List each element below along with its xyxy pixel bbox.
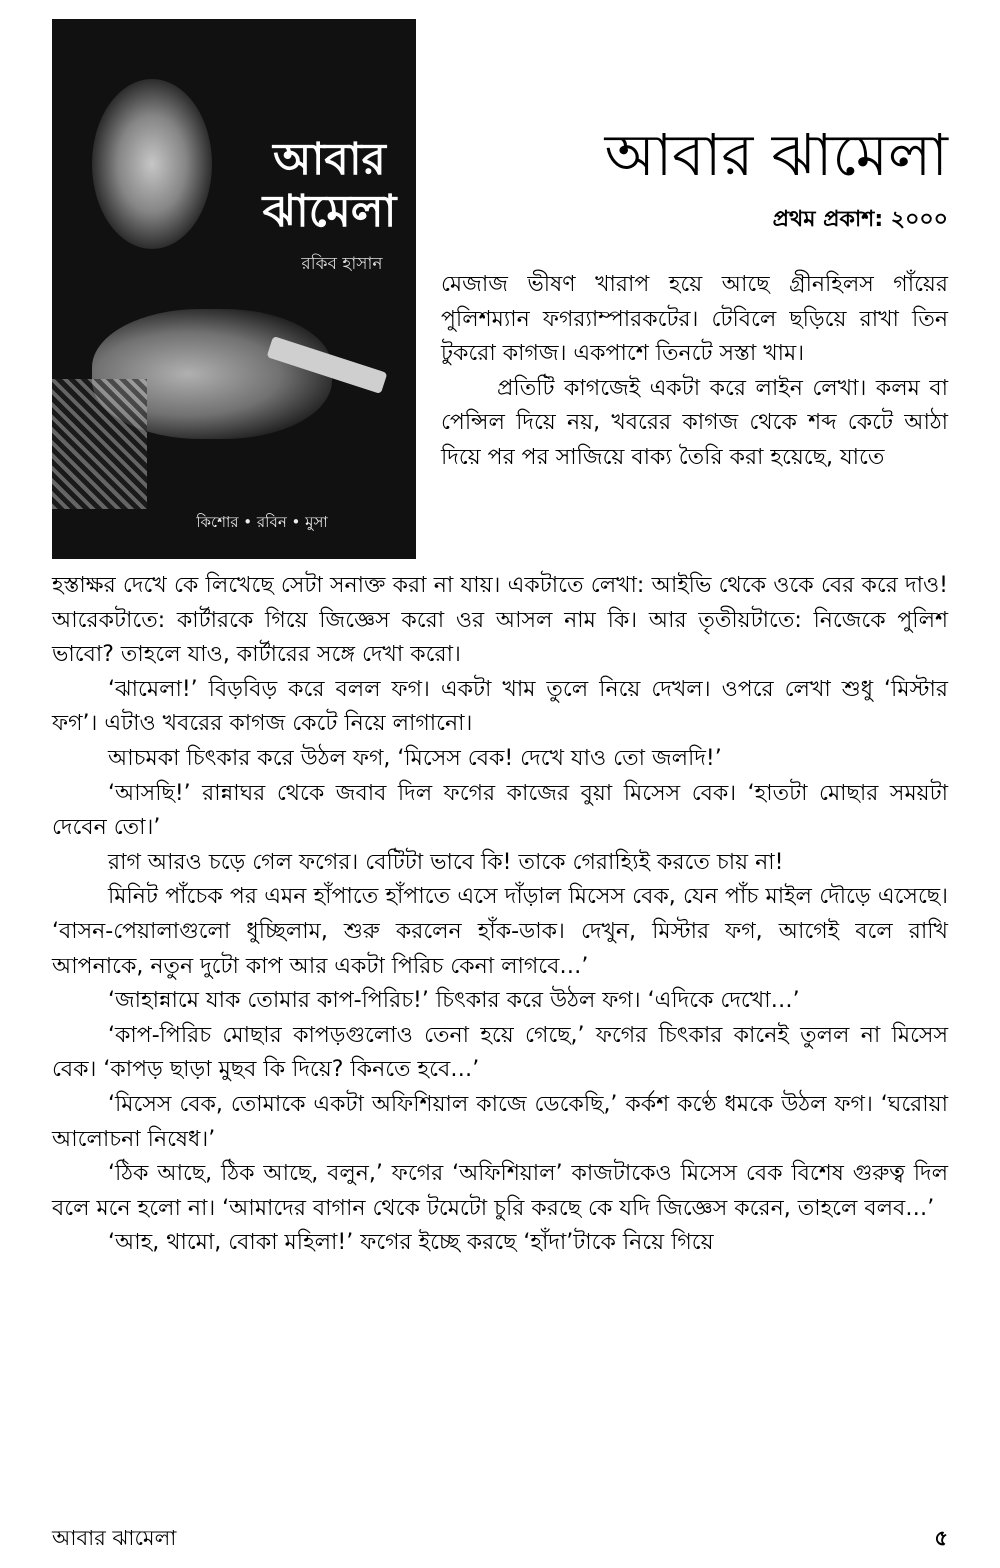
main-text bbox=[52, 569, 948, 1261]
page-number: ৫ bbox=[934, 1526, 948, 1550]
cover-author: রকিব হাসান bbox=[301, 254, 383, 274]
cover-title: আবার ঝামেলা bbox=[262, 134, 397, 237]
paragraph: রাগ আরও চড়ে গেল ফগের। বেটিটা ভাবে কি! তাকে গেরাহ্যিই করতে চায় না! bbox=[108, 849, 784, 875]
paragraph: মিনিট পাঁচেক পর এমন হাঁপাতে হাঁপাতে এসে দাঁড়াল মিসেস বেক, যেন পাঁচ মাইল দৌড়ে এসেছে। ‘বাসন-পেয়ালাগুলো ধুচ্ছিলাম, শুরু করলেন হাঁক-ডাক। দেখুন, মিস্টার ফগ, আগেই বলে রাখি আপনাকে, নতুন দুটো কাপ আর একটা পিরিচ কেনা লাগবে…’ bbox=[52, 884, 948, 979]
cover-figure-face bbox=[92, 79, 212, 249]
paragraph: ‘আসছি!’ রান্নাঘর থেকে জবাব দিল ফগের কাজের বুয়া মিসেস বেক। ‘হাতটা মোছার সময়টা দেবেন তো।’ bbox=[52, 780, 948, 841]
paragraph: ‘ঝামেলা!’ বিড়বিড় করে বলল ফগ। একটা খাম তুলে নিয়ে দেখল। ওপরে লেখা শুধু ‘মিস্টার ফগ’। এটাও খবরের কাগজ কেটে নিয়ে লাগানো। bbox=[52, 676, 948, 737]
page-title: আবার ঝামেলা bbox=[604, 121, 948, 189]
book-cover-image bbox=[52, 19, 416, 559]
footer-book-title: আবার ঝামেলা bbox=[52, 1526, 177, 1550]
paragraph: মেজাজ ভীষণ খারাপ হয়ে আছে গ্রীনহিলস গাঁয়ের পুলিশম্যান ফগর‍্যাম্পারকটের। টেবিলে ছড়িয়ে রাখা তিন টুকরো কাগজ। একপাশে তিনটে সস্তা খাম। bbox=[441, 272, 948, 367]
paragraph: আচমকা চিৎকার করে উঠল ফগ, ‘মিসেস বেক! দেখে যাও তো জলদি!’ bbox=[108, 745, 722, 771]
publication-line: প্রথম প্রকাশ: ২০০০ bbox=[772, 207, 948, 232]
paragraph: হস্তাক্ষর দেখে কে লিখেছে সেটা সনাক্ত করা না যায়। একটাতে লেখা: আইভি থেকে ওকে বের করে দাও! আরেকটাতে: কার্টারকে গিয়ে জিজ্ঞেস করো ওর আসল নাম কি। আর তৃতীয়টাতে: নিজেকে পুলিশ ভাবো? তাহলে যাও, কার্টারের সঙ্গে দেখা করো। bbox=[52, 573, 948, 668]
cover-series-names: কিশোর • রবিন • মুসা bbox=[196, 513, 328, 531]
paragraph: ‘জাহান্নামে যাক তোমার কাপ-পিরিচ!’ চিৎকার করে উঠল ফগ। ‘এদিকে দেখো…’ bbox=[108, 988, 800, 1014]
paragraph: প্রতিটি কাগজেই একটা করে লাইন লেখা। কলম বা পেন্সিল দিয়ে নয়, খবরের কাগজ থেকে শব্দ কেটে আঠা দিয়ে পর পর সাজিয়ে বাক্য তৈরি করা হয়েছে, যাতে bbox=[441, 375, 948, 470]
text-beside-cover bbox=[441, 268, 948, 476]
cover-figure-body bbox=[52, 379, 147, 509]
paragraph: ‘মিসেস বেক, তোমাকে একটা অফিশিয়াল কাজে ডেকেছি,’ কর্কশ কণ্ঠে ধমকে উঠল ফগ। ‘ঘরোয়া আলোচনা নিষেধ।’ bbox=[52, 1091, 948, 1152]
paragraph: ‘কাপ-পিরিচ মোছার কাপড়গুলোও তেনা হয়ে গেছে,’ ফগের চিৎকার কানেই তুলল না মিসেস বেক। ‘কাপড় ছাড়া মুছব কি দিয়ে? কিনতে হবে…’ bbox=[52, 1022, 948, 1083]
paragraph: ‘ঠিক আছে, ঠিক আছে, বলুন,’ ফগের ‘অফিশিয়াল’ কাজটাকেও মিসেস বেক বিশেষ গুরুত্ব দিল বলে মনে হলো না। ‘আমাদের বাগান থেকে টমেটো চুরি করছে কে যদি জিজ্ঞেস করেন, তাহলে বলব…’ bbox=[52, 1161, 948, 1221]
paragraph: ‘আহ, থামো, বোকা মহিলা!’ ফগের ইচ্ছে করছে ‘হাঁদা’টাকে নিয়ে গিয়ে bbox=[108, 1230, 714, 1256]
